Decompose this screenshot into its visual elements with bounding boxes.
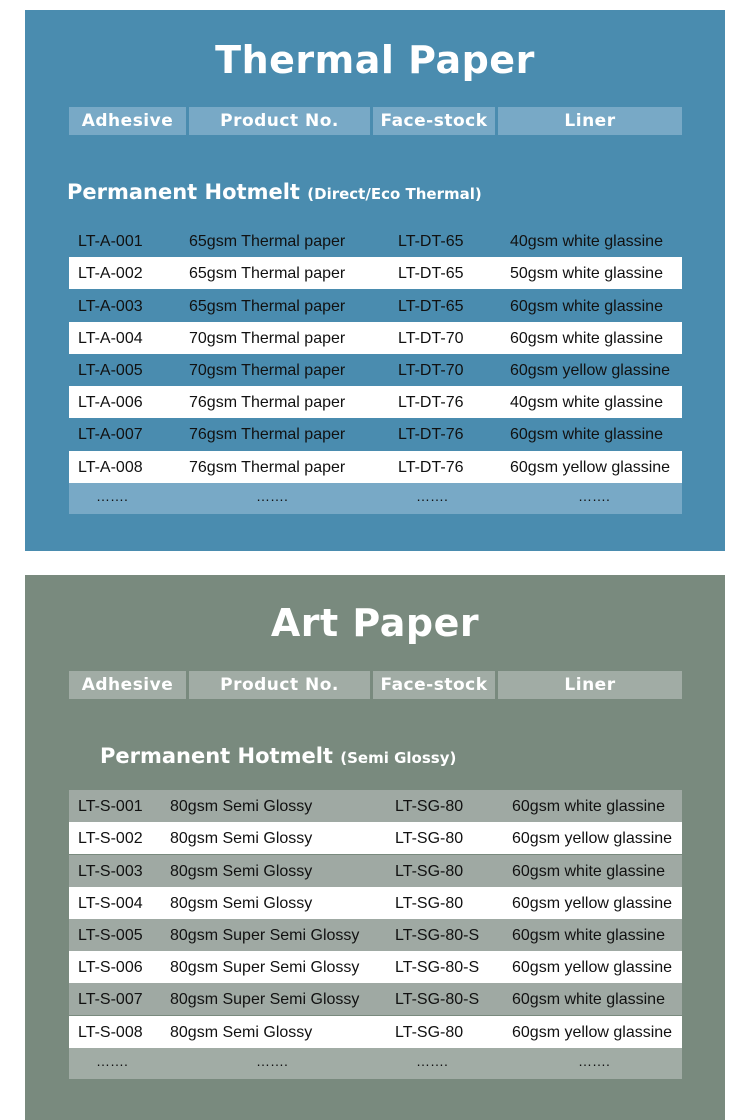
liner-cell: 60gsm yellow glassine <box>510 459 671 476</box>
adhesive-cell: LT-A-006 <box>78 394 143 411</box>
liner-cell: 60gsm white glassine <box>510 298 663 315</box>
adhesive-cell: LT-A-008 <box>78 459 143 476</box>
product-no-cell: 80gsm Semi Glossy <box>170 863 313 880</box>
liner-cell: 60gsm yellow glassine <box>512 895 673 912</box>
face-stock-cell: LT-DT-65 <box>398 233 464 250</box>
table-row <box>69 983 682 1015</box>
column-header-product-no: Product No. <box>189 107 370 135</box>
face-stock-cell: LT-DT-65 <box>398 298 464 315</box>
section-subtitle <box>100 743 456 771</box>
ellipsis-cell: ……. <box>96 1053 128 1069</box>
adhesive-cell: LT-A-002 <box>78 265 143 282</box>
adhesive-cell: LT-S-002 <box>78 830 143 847</box>
column-header-adhesive: Adhesive <box>69 107 186 135</box>
ellipsis-cell: ……. <box>256 488 288 504</box>
ellipsis-cell: ……. <box>256 1053 288 1069</box>
subtitle-note: (Semi Glossy) <box>340 749 457 767</box>
table-row <box>69 951 682 983</box>
table-row <box>69 822 682 854</box>
table-row <box>69 225 682 257</box>
table-row <box>69 257 682 289</box>
table-row <box>69 790 682 822</box>
liner-cell: 60gsm white glassine <box>510 330 663 347</box>
product-no-cell: 65gsm Thermal paper <box>189 265 346 282</box>
table-header <box>69 671 682 699</box>
ellipsis-cell: ……. <box>578 488 610 504</box>
section-title: Art Paper <box>270 601 480 645</box>
adhesive-cell: LT-S-007 <box>78 991 143 1008</box>
table-row <box>69 354 682 386</box>
face-stock-cell: LT-SG-80 <box>395 863 464 880</box>
adhesive-cell: LT-A-007 <box>78 426 143 443</box>
column-header-product-no: Product No. <box>189 671 370 699</box>
liner-cell: 50gsm white glassine <box>510 265 663 282</box>
liner-cell: 60gsm white glassine <box>510 426 663 443</box>
table-row <box>69 855 682 887</box>
subtitle-main: Permanent Hotmelt <box>100 744 333 768</box>
product-no-cell: 80gsm Semi Glossy <box>170 1024 313 1041</box>
product-no-cell: 70gsm Thermal paper <box>189 362 346 379</box>
ellipsis-cell: ……. <box>416 488 448 504</box>
adhesive-cell: LT-S-004 <box>78 895 143 912</box>
adhesive-cell: LT-S-001 <box>78 798 143 815</box>
table-row <box>69 290 682 322</box>
face-stock-cell: LT-SG-80 <box>395 1024 464 1041</box>
face-stock-cell: LT-DT-76 <box>398 426 464 443</box>
liner-cell: 60gsm yellow glassine <box>510 362 671 379</box>
product-no-cell: 80gsm Super Semi Glossy <box>170 991 360 1008</box>
ellipsis-cell: ……. <box>96 488 128 504</box>
product-no-cell: 70gsm Thermal paper <box>189 330 346 347</box>
face-stock-cell: LT-DT-65 <box>398 265 464 282</box>
face-stock-cell: LT-SG-80 <box>395 895 464 912</box>
table-row <box>69 322 682 354</box>
adhesive-cell: LT-A-004 <box>78 330 143 347</box>
liner-cell: 60gsm white glassine <box>512 927 665 944</box>
liner-cell: 40gsm white glassine <box>510 233 663 250</box>
table-header <box>69 107 682 135</box>
liner-cell: 60gsm yellow glassine <box>512 830 673 847</box>
product-no-cell: 76gsm Thermal paper <box>189 459 346 476</box>
subtitle-main: Permanent Hotmelt <box>67 180 300 204</box>
adhesive-cell: LT-A-001 <box>78 233 143 250</box>
table-row <box>69 451 682 483</box>
subtitle-note: (Direct/Eco Thermal) <box>307 185 482 203</box>
ellipsis-cell: ……. <box>416 1053 448 1069</box>
face-stock-cell: LT-DT-70 <box>398 362 464 379</box>
liner-cell: 60gsm yellow glassine <box>512 1024 673 1041</box>
product-no-cell: 80gsm Semi Glossy <box>170 895 313 912</box>
column-header-face-stock: Face-stock <box>373 107 495 135</box>
adhesive-cell: LT-S-005 <box>78 927 143 944</box>
table-row <box>69 1016 682 1048</box>
product-no-cell: 80gsm Semi Glossy <box>170 798 313 815</box>
product-no-cell: 80gsm Super Semi Glossy <box>170 927 360 944</box>
liner-cell: 60gsm white glassine <box>512 863 665 880</box>
product-no-cell: 76gsm Thermal paper <box>189 394 346 411</box>
adhesive-cell: LT-A-003 <box>78 298 143 315</box>
liner-cell: 60gsm yellow glassine <box>512 959 673 976</box>
table-row <box>69 418 682 450</box>
art-paper-panel <box>25 575 725 1120</box>
thermal-paper-panel <box>25 10 725 551</box>
column-header-face-stock: Face-stock <box>373 671 495 699</box>
table-row <box>69 887 682 919</box>
column-header-liner: Liner <box>498 107 682 135</box>
column-header-adhesive: Adhesive <box>69 671 186 699</box>
liner-cell: 40gsm white glassine <box>510 394 663 411</box>
product-no-cell: 80gsm Semi Glossy <box>170 830 313 847</box>
face-stock-cell: LT-SG-80 <box>395 830 464 847</box>
face-stock-cell: LT-SG-80-S <box>395 959 480 976</box>
ellipsis-cell: ……. <box>578 1053 610 1069</box>
table-row <box>69 386 682 418</box>
adhesive-cell: LT-S-003 <box>78 863 143 880</box>
face-stock-cell: LT-DT-70 <box>398 330 464 347</box>
column-header-liner: Liner <box>498 671 682 699</box>
section-title: Thermal Paper <box>215 38 535 82</box>
adhesive-cell: LT-S-006 <box>78 959 143 976</box>
product-no-cell: 65gsm Thermal paper <box>189 233 346 250</box>
face-stock-cell: LT-SG-80-S <box>395 927 480 944</box>
adhesive-cell: LT-S-008 <box>78 1024 143 1041</box>
liner-cell: 60gsm white glassine <box>512 798 665 815</box>
face-stock-cell: LT-SG-80 <box>395 798 464 815</box>
continuation-row <box>69 483 682 514</box>
liner-cell: 60gsm white glassine <box>512 991 665 1008</box>
face-stock-cell: LT-DT-76 <box>398 394 464 411</box>
product-no-cell: 65gsm Thermal paper <box>189 298 346 315</box>
continuation-row <box>69 1048 682 1079</box>
product-no-cell: 76gsm Thermal paper <box>189 426 346 443</box>
face-stock-cell: LT-DT-76 <box>398 459 464 476</box>
section-subtitle <box>67 179 482 207</box>
table-row <box>69 919 682 951</box>
adhesive-cell: LT-A-005 <box>78 362 143 379</box>
product-no-cell: 80gsm Super Semi Glossy <box>170 959 360 976</box>
face-stock-cell: LT-SG-80-S <box>395 991 480 1008</box>
